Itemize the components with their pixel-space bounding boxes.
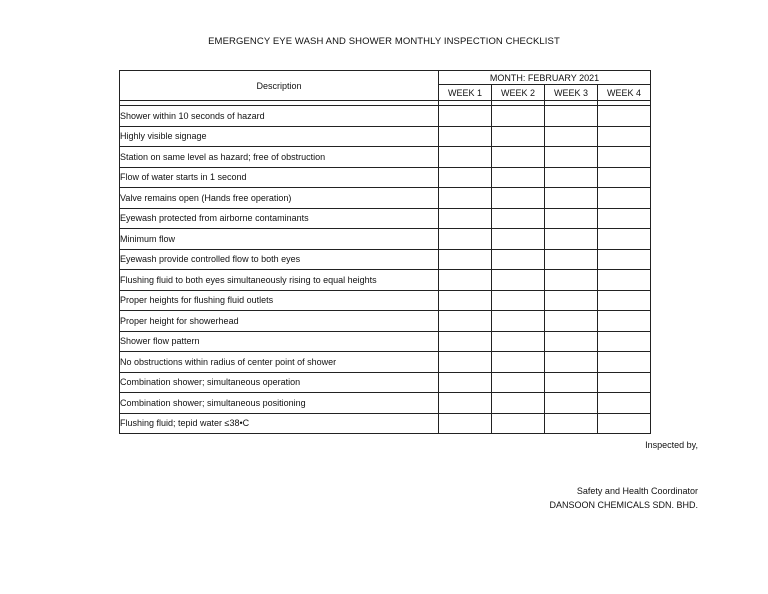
document-title: EMERGENCY EYE WASH AND SHOWER MONTHLY INSPECTION CHECKLIST	[208, 36, 560, 47]
week-4-check-cell[interactable]	[598, 106, 651, 127]
week-1-check-cell[interactable]	[439, 229, 492, 250]
inspected-by-label: Inspected by,	[645, 440, 698, 450]
week-2-check-cell[interactable]	[492, 290, 545, 311]
week-3-check-cell[interactable]	[545, 188, 598, 209]
week-4-check-cell[interactable]	[598, 167, 651, 188]
week-2-check-cell[interactable]	[492, 331, 545, 352]
week-1-check-cell[interactable]	[439, 331, 492, 352]
week-3-header: WEEK 3	[545, 85, 598, 101]
checklist-row	[120, 290, 651, 311]
checklist-row	[120, 188, 651, 209]
signoff-block	[549, 484, 698, 512]
checklist-item-label: Eyewash protected from airborne contaminants	[120, 208, 439, 229]
week-3-check-cell[interactable]	[545, 331, 598, 352]
week-3-check-cell[interactable]	[545, 126, 598, 147]
checklist-item-label: Shower within 10 seconds of hazard	[120, 106, 439, 127]
week-4-check-cell[interactable]	[598, 311, 651, 332]
week-1-check-cell[interactable]	[439, 249, 492, 270]
week-3-check-cell[interactable]	[545, 413, 598, 434]
week-1-check-cell[interactable]	[439, 208, 492, 229]
checklist-row	[120, 331, 651, 352]
checklist-item-label: No obstructions within radius of center point of shower	[120, 352, 439, 373]
inspection-checklist-table	[119, 70, 651, 434]
week-4-check-cell[interactable]	[598, 290, 651, 311]
checklist-row	[120, 249, 651, 270]
week-4-check-cell[interactable]	[598, 270, 651, 291]
week-1-header: WEEK 1	[439, 85, 492, 101]
week-1-check-cell[interactable]	[439, 372, 492, 393]
week-1-check-cell[interactable]	[439, 106, 492, 127]
week-1-check-cell[interactable]	[439, 290, 492, 311]
checklist-row	[120, 126, 651, 147]
week-4-check-cell[interactable]	[598, 208, 651, 229]
week-4-check-cell[interactable]	[598, 147, 651, 168]
week-4-check-cell[interactable]	[598, 126, 651, 147]
checklist-row	[120, 106, 651, 127]
checklist-row	[120, 229, 651, 250]
week-2-check-cell[interactable]	[492, 188, 545, 209]
checklist-item-label: Proper heights for flushing fluid outlets	[120, 290, 439, 311]
checklist-row	[120, 393, 651, 414]
week-3-check-cell[interactable]	[545, 249, 598, 270]
checklist-item-label: Flow of water starts in 1 second	[120, 167, 439, 188]
week-2-check-cell[interactable]	[492, 126, 545, 147]
week-3-check-cell[interactable]	[545, 208, 598, 229]
week-3-check-cell[interactable]	[545, 372, 598, 393]
checklist-row	[120, 372, 651, 393]
week-1-check-cell[interactable]	[439, 311, 492, 332]
week-3-check-cell[interactable]	[545, 147, 598, 168]
checklist-item-label: Flushing fluid to both eyes simultaneously rising to equal heights	[120, 270, 439, 291]
week-4-check-cell[interactable]	[598, 331, 651, 352]
week-2-check-cell[interactable]	[492, 393, 545, 414]
checklist-item-label: Proper height for showerhead	[120, 311, 439, 332]
week-4-header: WEEK 4	[598, 85, 651, 101]
week-4-check-cell[interactable]	[598, 352, 651, 373]
week-1-check-cell[interactable]	[439, 147, 492, 168]
description-header: Description	[120, 71, 439, 101]
checklist-item-label: Shower flow pattern	[120, 331, 439, 352]
checklist-item-label: Station on same level as hazard; free of obstruction	[120, 147, 439, 168]
signoff-company: DANSOON CHEMICALS SDN. BHD.	[549, 500, 698, 510]
week-1-check-cell[interactable]	[439, 270, 492, 291]
week-2-check-cell[interactable]	[492, 270, 545, 291]
checklist-row	[120, 167, 651, 188]
checklist-item-label: Flushing fluid; tepid water ≤38•C	[120, 413, 439, 434]
week-1-check-cell[interactable]	[439, 167, 492, 188]
checklist-item-label: Combination shower; simultaneous operation	[120, 372, 439, 393]
week-4-check-cell[interactable]	[598, 249, 651, 270]
week-1-check-cell[interactable]	[439, 413, 492, 434]
week-3-check-cell[interactable]	[545, 393, 598, 414]
week-4-check-cell[interactable]	[598, 413, 651, 434]
week-4-check-cell[interactable]	[598, 229, 651, 250]
week-1-check-cell[interactable]	[439, 188, 492, 209]
checklist-item-label: Combination shower; simultaneous positioning	[120, 393, 439, 414]
week-3-check-cell[interactable]	[545, 290, 598, 311]
week-2-check-cell[interactable]	[492, 352, 545, 373]
checklist-row	[120, 311, 651, 332]
week-2-header: WEEK 2	[492, 85, 545, 101]
week-4-check-cell[interactable]	[598, 372, 651, 393]
week-3-check-cell[interactable]	[545, 311, 598, 332]
checklist-row	[120, 413, 651, 434]
week-2-check-cell[interactable]	[492, 311, 545, 332]
week-2-check-cell[interactable]	[492, 106, 545, 127]
week-1-check-cell[interactable]	[439, 393, 492, 414]
week-3-check-cell[interactable]	[545, 270, 598, 291]
week-2-check-cell[interactable]	[492, 229, 545, 250]
week-2-check-cell[interactable]	[492, 208, 545, 229]
checklist-item-label: Eyewash provide controlled flow to both eyes	[120, 249, 439, 270]
week-3-check-cell[interactable]	[545, 352, 598, 373]
week-3-check-cell[interactable]	[545, 167, 598, 188]
week-3-check-cell[interactable]	[545, 106, 598, 127]
checklist-item-label: Minimum flow	[120, 229, 439, 250]
week-2-check-cell[interactable]	[492, 167, 545, 188]
checklist-row	[120, 208, 651, 229]
checklist-item-label: Highly visible signage	[120, 126, 439, 147]
week-4-check-cell[interactable]	[598, 188, 651, 209]
week-4-check-cell[interactable]	[598, 393, 651, 414]
week-1-check-cell[interactable]	[439, 352, 492, 373]
week-2-check-cell[interactable]	[492, 147, 545, 168]
checklist-item-label: Valve remains open (Hands free operation)	[120, 188, 439, 209]
checklist-row	[120, 352, 651, 373]
checklist-row	[120, 147, 651, 168]
week-1-check-cell[interactable]	[439, 126, 492, 147]
month-header: MONTH: FEBRUARY 2021	[439, 71, 651, 85]
week-2-check-cell[interactable]	[492, 249, 545, 270]
week-2-check-cell[interactable]	[492, 372, 545, 393]
week-3-check-cell[interactable]	[545, 229, 598, 250]
signoff-role: Safety and Health Coordinator	[576, 486, 698, 496]
week-2-check-cell[interactable]	[492, 413, 545, 434]
checklist-row	[120, 270, 651, 291]
